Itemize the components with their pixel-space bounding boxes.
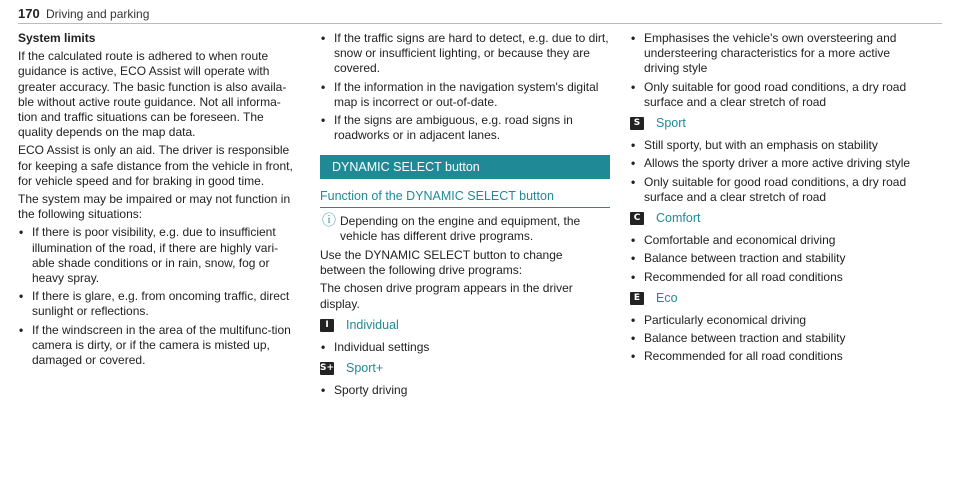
bullet-icon: •: [321, 79, 326, 94]
mode-eco: [630, 291, 920, 306]
list-item-text: Comfortable and economical driving: [644, 233, 836, 248]
bullet-icon: •: [321, 113, 326, 128]
paragraph: ECO Assist is only an aid. The driver is responsible for keeping a safe distance from the vehicle in front, for vehicle speed and for braking in good time.: [18, 143, 293, 188]
column-3: [630, 31, 920, 368]
bullet-icon: •: [321, 383, 326, 398]
list-item: [18, 323, 300, 369]
list-item-text: If the information in the navigation system's digital map is incorrect or out-of-date.: [334, 79, 599, 109]
sport-plus-list-continued: [630, 31, 920, 110]
list-item: [320, 113, 610, 143]
sport-plus-mode-icon: S+: [320, 363, 335, 374]
list-item: [630, 175, 920, 205]
list-item: [320, 340, 610, 355]
individual-mode-icon: I: [320, 319, 334, 332]
list-item: [630, 331, 920, 346]
note-text: Depending on the engine and equipment, the vehicle has different drive programs.: [340, 213, 581, 243]
list-item-text: Recommended for all road conditions: [644, 349, 843, 364]
list-item-text: Still sporty, but with an emphasis on stability: [644, 138, 878, 153]
page-header: [18, 4, 942, 26]
list-item-text: Emphasises the vehicle's own oversteering and understeering characteristics for a more active driving style: [644, 31, 897, 76]
function-subheading: Function of the DYNAMIC SELECT button: [320, 189, 610, 207]
comfort-list: [630, 233, 920, 285]
list-item-text: If there is glare, e.g. from oncoming traffic, direct sunlight or reflections.: [32, 289, 290, 319]
list-item-text: If there is poor visibility, e.g. due to insufficient illumination of the road, if there are highly vari-able shade conditions or in rain, snow, fog or heavy spray.: [32, 225, 279, 286]
list-item-text: Recommended for all road conditions: [644, 269, 843, 284]
column-1: [18, 31, 300, 371]
list-item-text: Only suitable for good road conditions, a dry road surface and a clear stretch of road: [644, 79, 907, 109]
mode-name: Eco: [656, 290, 678, 305]
bullet-icon: •: [631, 331, 636, 346]
list-item: [630, 251, 920, 266]
list-item-text: If the signs are ambiguous, e.g. road signs in roadworks or in adjacent lanes.: [334, 113, 573, 143]
mode-sport: [630, 116, 920, 131]
list-item-text: Individual settings: [334, 340, 430, 355]
mode-individual: [320, 318, 610, 333]
list-item: [18, 225, 300, 286]
bullet-icon: •: [19, 322, 24, 337]
sport-list: [630, 138, 920, 205]
paragraph: If the calculated route is adhered to when route guidance is active, ECO Assist will operate with greater accuracy. The basic function is also availa-ble without active route guidance. Not all informa-tion and traffic situations can be foreseen. The quality depends on the map data.: [18, 49, 287, 140]
bullet-icon: •: [631, 251, 636, 266]
list-item: [320, 31, 610, 77]
paragraph: The system may be impaired or may not function in the following situations:: [18, 192, 291, 222]
bullet-icon: •: [19, 289, 24, 304]
list-item: [320, 383, 610, 398]
list-item: [630, 31, 920, 77]
bullet-icon: •: [631, 313, 636, 328]
sport-mode-icon: S: [630, 117, 644, 130]
bullet-icon: •: [631, 269, 636, 284]
list-item: [630, 233, 920, 248]
paragraph: Use the DYNAMIC SELECT button to change between the following drive programs:: [320, 248, 563, 278]
bullet-icon: •: [631, 79, 636, 94]
mode-name: Comfort: [656, 211, 701, 226]
column-2: [320, 31, 610, 402]
list-item-text: Allows the sporty driver a more active driving style: [644, 156, 911, 171]
eco-mode-icon: E: [630, 292, 644, 305]
bullet-icon: •: [631, 31, 636, 45]
header-divider: [18, 23, 942, 24]
list-item-text: Only suitable for good road conditions, a dry road surface and a clear stretch of road: [644, 174, 907, 204]
bullet-icon: •: [631, 156, 636, 171]
list-item: [630, 156, 920, 171]
list-item-text: Sporty driving: [334, 383, 408, 398]
list-item-text: If the traffic signs are hard to detect, e.g. due to dirt, snow or insufficient lighting, or because they are covered.: [334, 31, 609, 76]
sport-plus-list: [320, 383, 610, 398]
mode-name: Sport: [656, 116, 686, 131]
mode-name: Sport+: [346, 361, 384, 376]
bullet-icon: •: [631, 233, 636, 248]
list-item: [630, 313, 920, 328]
paragraph: The chosen drive program appears in the driver display.: [320, 281, 573, 311]
mode-name: Individual: [346, 317, 399, 332]
comfort-mode-icon: C: [630, 212, 644, 225]
note-icon: ⓘ: [322, 211, 336, 228]
limits-list-continued: [320, 31, 610, 143]
mode-sport-plus: [320, 361, 610, 376]
list-item: [320, 80, 610, 110]
list-item: [630, 349, 920, 364]
individual-list: [320, 340, 610, 355]
system-limits-heading: System limits: [18, 31, 96, 45]
section-title: Driving and parking: [46, 7, 150, 21]
bullet-icon: •: [631, 138, 636, 153]
list-item-text: Balance between traction and stability: [644, 331, 846, 346]
list-item: [630, 138, 920, 153]
bullet-icon: •: [321, 31, 326, 45]
list-item: [630, 270, 920, 285]
bullet-icon: •: [631, 174, 636, 189]
mode-comfort: [630, 211, 920, 226]
eco-list: [630, 313, 920, 365]
section-banner: DYNAMIC SELECT button: [320, 155, 610, 179]
bullet-icon: •: [321, 340, 326, 355]
note: [320, 211, 610, 244]
list-item-text: Particularly economical driving: [644, 313, 807, 328]
bullet-icon: •: [631, 349, 636, 364]
list-item-text: If the windscreen in the area of the multifunc-tion camera is dirty, or if the camera is misted up, damaged or covered.: [32, 322, 291, 368]
bullet-icon: •: [19, 225, 24, 240]
list-item: [630, 80, 920, 110]
limits-list: [18, 225, 300, 368]
page-number: 170: [18, 6, 40, 21]
list-item-text: Balance between traction and stability: [644, 251, 846, 266]
list-item: [18, 289, 300, 319]
